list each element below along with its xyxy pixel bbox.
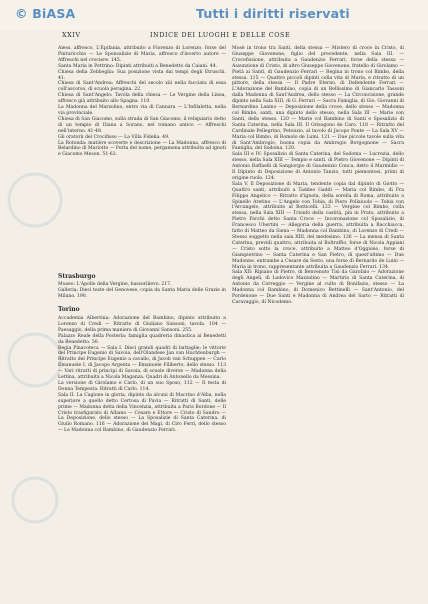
rights-notice: Tutti i diritti riservati	[196, 6, 350, 21]
index-entry: Gli oratorii del Crocifisso — La Villa Fidelia. 49.	[58, 134, 170, 140]
right-column	[232, 46, 404, 306]
watermark-banner	[0, 0, 428, 30]
index-entry: La Madonna del Marzolino, entro via di Cannara — L'Infilaletta, nella via provinciale.	[58, 105, 226, 116]
index-entry: Chiesa di San Giacomo, sulla strada di San Giacomo, il reliquiario detto di un tempio di Diana a Sorano, nel romano antico — Affreschi nell'interno. 41-48.	[58, 116, 226, 134]
index-entry: La versione di Girolamo e Carlo, di un suo Sposo, 112 — Il testa di Donna Tempesta. Ritratti di Carlo. 114.	[58, 380, 226, 392]
index-entry: La Rotonda: matière scoverte e descrizione — La Madonna, affresco di Belardino di Mariotto — Porta del nome, pergamena attribuita ad ignoti e Giacomo Meson. 51-62.	[58, 140, 226, 158]
index-entry: Chiesa di Sant'Andrea: Affreschi del secolo xiii nella facciata di essa coll'ascorso, di scuola perugina. 22.	[58, 81, 226, 93]
index-entry: Sala V. Il Deposizione di Maria, tendente copia dal dipinto di Giotto — Quattro santi, attribuiti a Taddeo Gaddi — Maria col Bimbo, di Fra Filippo Angelico — Ritratto d'ignota, della sorella di Roma, attribuito a Spinello Aretino — L'Angelo con Tobia, di Piero Pollaiuolo — Tobia con l'Arcangelo, attribuito al Botticelli. 123 — Vergine col Bimbo, colla stessa, nella Sala XIII — Trionfo della castità, più in Prato, attribuito a Pietro Pacchi detto Santa Croce — Incoronazione col Sposalizio, di Francesco Ubertini — Allegoria della guerra, attribuita a Bacchiacca, fatto di Matteo da Siena — Madonna col Bambino, di Lorenzo di Credi — Stesso soggetto nella sala XIII, del medesimo. 126 — La mensa di Santa Caterina, previdi quattro, attribuita al Boltraffio, forse di Nicola Appiani — Cristo sotto la croce, attribuito a Matteo d'Oggiono, forse di Giampietrino — Santa Caterina e San Pietro, di quest'ultimo — Due Madonne, entrambe a Cesare da Sesto, una forse di Bernardo de Luini — Maria in trono, rappresentante attribuita a Gaudenzio Ferrari. 134.	[232, 181, 404, 270]
index-entry: Santa Maria in Pettrino: Dipinti attribuiti a Benedetto da Caiani. 44.	[58, 63, 218, 69]
biasa-logo: © BiASA	[15, 6, 76, 21]
index-entry: Regia Pinacoteca — Sala I. Dieci grandi quadri di battaglie; le vittorie del Principe Eugenio di Savoia, dell'Olandese Jan van Huchtenburgh — Ritratto del Principe Eugenio a cavallo, di Jacob van Schuppen — Carlo Emanuele I, di Jacopo Argenta — Emanuele Filiberto, dello stesso. 113 — Vari ritratti di principi di Savoia, di scuole diverse — Madonna della Lettina, attribuita a Nicola Maganza. Quadri di Antonello da Messina.	[58, 345, 226, 381]
index-entry: Chiesa della Zebbeglia: Sua posizione vista dai tempi degli Etruschi. 41.	[58, 69, 226, 81]
section-title-torino: Torino	[58, 306, 80, 313]
page-header	[62, 31, 402, 41]
index-entry: Mosè in trono tra Santi, della stessa — Mistero di croce in Cristo, di Giuseppe Giovenone, figlio del precedente, nella Sala III. — Crocefissione, attribuita a Gaudenzio Ferrari, forse della stessa — Assunzione di Cristo, di altro Giuseppe Giovenone, fratello di Girolamo — Pietà ai Santi, di Gaudenzio Ferrari — Regina in trono col Bimbo, della stessa. 115 — Quattro piccoli dipinti colla vita di Maria, e ritratto di un pittore, della stessa — Il Padre Eterno, di Defendente Ferrari — L'Adorazione del Bambino, copia di un Bellissimo di Giancarlo Tassoni dalla Madonna di Sant'Andrea, dello stesso — La Circoncisione, grande dipinto nella Sala XIII, di G. Ferrari — Sacra Famiglia, di Gio. Giovanni di Bernardino Lanino — Deposizione della croce, dello stesso — Madonna col Bimbo, santi, una dipinto dello stesso, nella Sala III — Marie con Santi, dello stesso. 120 — Marie col Bambino di Santi e Sposalizio di Santa Caterina, nella Sala III. Il Grisogono de Caro. 118 — Ritratto del Cardinale Pellegrino, Petonzio, al tavolo di Jacopo Ponte — La Sala XV — Maria col Bimbo, di Romolo de Lumi. 121 — Due piccole tavole sulla vita di Sant'Ambrogio, buona copia da Ambrogio Borgognone — Sacra Famiglia, del Sodoma. 120.	[232, 46, 404, 152]
page-number: XXIV	[62, 31, 81, 39]
index-entry: Accademia Albertina: Adorazione del Bambino, dipinto attribuito a Lorenzo di Credi — Ritratto di Giuliano Sansoni, tavola. 104 — Paesaggio, della prima maniera di Giovanni Sansoni. 255.	[58, 316, 226, 333]
index-entry: Sala II. La Cagione in gloria, dipinto da alcuni di Macrino d'Alba, nella superiore a quello detto Certosa di Pavia — Ritratti di Santi, delle prime — Madonna detta della Vincenzia, attribuita a Paris Bordone — Il Cristo trasfigurato di Albano — Cesare e Ettore — Cristo di Sandro — La Deposizione, dello stesso — La Sposalizie di Santa Caterina, di Giulio Romano. 116 — Adorazione dei Magi, di Ciro Ferri, dello stesso — Le Madonna col Bambino, di Gaudenzio Ferrari.	[58, 392, 226, 434]
index-entry: Galleria: Dieci teste del Genovese, copia da Santa Maria delle Grazie in Milano. 190.	[58, 287, 226, 299]
strasburgo-entries	[58, 282, 226, 300]
index-entry: Chiesa di Sant'Angelo: Tavola della chiesa — Le Vergine della Linea, affresco già attribuito allo Spagna. 110.	[58, 93, 226, 105]
index-entry: Palazzo Reale della Posterla: famiglia quadreria dinastica ai Benedetti da Benedetto. 50.	[58, 333, 226, 345]
index-entry: Sala III e IV: Sposalizio di Santa Caterina, del Sodoma — Lucrezia, dello stesso, nella Sala XIII — Tempio e santi, di Pietro Giovenone — Dipinti di Antonio Raffaelli di Sangiorgio di Gaudenzio Conca, detto il Marmidio — Il Dipinto di Deposizione di Antonio Tanzio, tutti piemontesi, primi di origine ruolo. 124.	[232, 152, 404, 181]
torino-entries	[58, 316, 226, 434]
left-column	[58, 46, 226, 158]
index-entry: Museo: L'Apollo della Vergine, bassorilievo. 217.	[58, 282, 172, 287]
library-stamp-watermark	[5, 60, 65, 560]
index-entry: Sala XII: Ripiano di Pietro, di Benvenuto Tisi da Garofalo — Adorazione degli Angeli, di Lodovico Mazzolino — Martirio di Santa Caterina, di Antonio da Correggio — Vergine al culto di Bonifazio, stesso — La Madonna col Bambino, di Domenico Bettinelli — Sant'Antonio, del Pordenone — Due Santi e Madonna di Andrea del Sarto — Ritratti di Caravaggio, di Nicodemo.	[232, 270, 404, 305]
section-title-strasburgo: Strasburgo	[58, 273, 96, 280]
index-entry: Aless. affresco, L'Epifania, attribuito a Fiorenzo di Lorenzo, forse del Pinturicchio — Le Sponsalizie di Maria, affresco d'incerto autore — Affreschi nel crociere. 145.	[58, 46, 226, 63]
page-title: INDICE DEI LUOGHI E DELLE COSE	[150, 31, 291, 39]
